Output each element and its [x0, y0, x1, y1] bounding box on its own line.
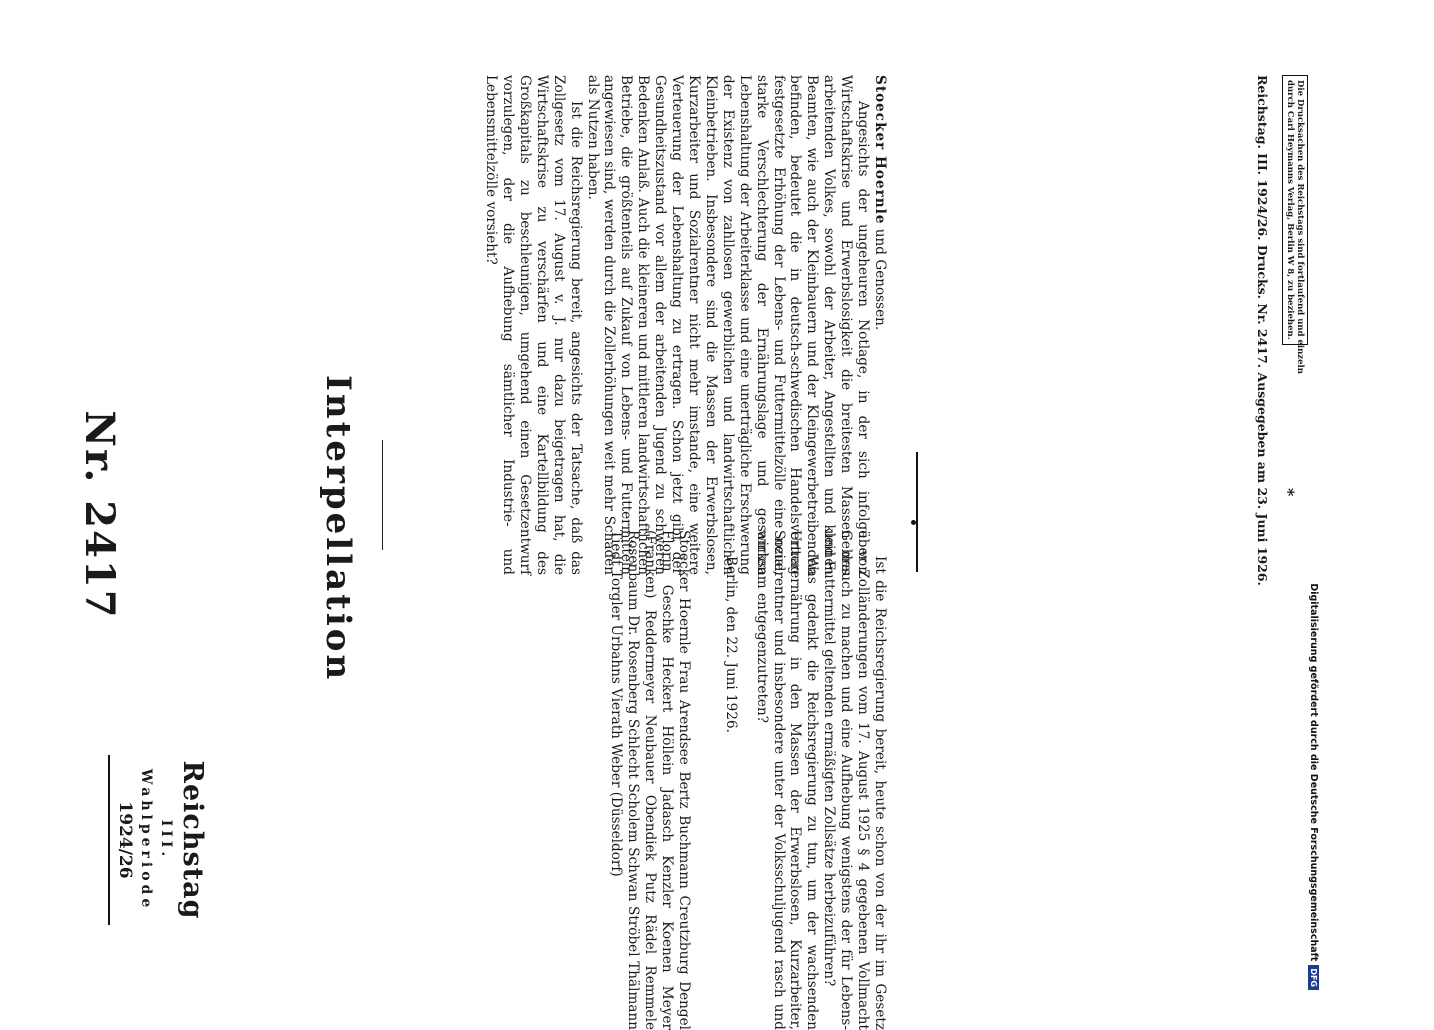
period-label: III. Wahlperiode — [138, 768, 174, 912]
footer-citation: Reichstag. III. 1924/26. Drucks. Nr. 2417. Ausgegeben am 23. Juni 1926. — [1255, 75, 1270, 586]
distribution-notice-box — [1282, 75, 1308, 374]
stray-dot — [911, 520, 916, 525]
distribution-notice-line: durch Carl Heymanns Verlag, Berlin W 8, zu beziehen. — [1285, 80, 1295, 340]
body-paragraph: Ist die Reichsregierung bereit, angesichts der Tatsache, daß das Zollgesetz vom 17. August v. J. nur dazu beigetragen hat, die Wirtschaftskrise zu verschärfen und eine Kartellbildung des Großkapitals zu beschleunigen, umgehend einen Gesetzentwurf vorzulegen, der die Aufhebung sämtlicher Industrie- und Lebensmittelzölle vorsieht? — [483, 75, 584, 575]
footer-marker: * — [1279, 488, 1298, 497]
distribution-notice-line: Die Drucksachen des Reichstags sind fortlaufend und einzeln — [1295, 80, 1305, 374]
digitization-notice-text: Digitalisierung gefördert durch die Deutsche Forschungsgemeinschaft — [1308, 583, 1320, 962]
submitters-suffix: und Genossen. — [872, 228, 888, 331]
body-paragraph: Was gedenkt die Reichsregierung zu tun, um der wachsenden Unterernährung in den Massen der Erwerbslosen, Kurzarbeiter, Sozialrentner und insbesondere unter der Volksschuljugend rasch und wirksam entgegenzutreten? — [753, 530, 821, 1030]
column-divider-rule — [916, 452, 918, 572]
reichstag-title: Reichstag — [177, 760, 208, 920]
body-paragraph: Angesichts der ungeheuren Notlage, in der sich infolge von Wirtschaftskrise und Erwerbslosigkeit die breitesten Massen des arbeitenden Volkes, sowohl der Arbeiter, Angestellten und kleinen Beamten, wie auch der Kleinbauern und der Kleingewerbetreibenden befinden, bedeutet die in deutsch-schwedischen Handelsvertrag festgesetzte Erhöhung der Lebens- und Futtermittelzölle eine neue, starke Verschlechterung der Ernährungslage und gesamten Lebenshaltung der Arbeiterklasse und eine unerträgliche Erschwerung der Existenz von zahllosen gewerblichen und landwirtschaftlichen Kleinbetrieben. Insbesondere sind die Massen der Erwerbslosen, Kurzarbeiter und Sozialrentner nicht mehr imstande, eine weitere Verteuerung der Lebenshaltung zu ertragen. Schon jetzt gibt der Gesundheitszustand vor allem der arbeitenden Jugend zu schweren Bedenken Anlaß. Auch die kleineren und mittleren landwirtschaftlichen Betriebe, die größtenteils auf Zukauf von Lebens- und Futtermitteln angewiesen sind, werden durch die Zollerhöhungen weit mehr Schaden als Nutzen haben. — [584, 75, 872, 575]
body-paragraph: Ist die Reichsregierung bereit, heute schon von der ihr im Gesetz über Zolländerungen vom 17. August 1925 § 4 gegebenen Vollmacht Gebrauch zu machen und eine Aufhebung wenigstens der für Lebens- und Futtermittel geltenden ermäßigten Zollsätze herbeizuführen? — [821, 530, 888, 1030]
document-heading: Interpellation — [318, 375, 358, 683]
submitter-names: Stoecker Hoernle — [872, 75, 888, 225]
dfg-logo-icon: DFG — [1309, 965, 1320, 990]
reichstag-header — [108, 755, 208, 925]
period-years: 1924/26 — [115, 801, 135, 879]
place-date: Berlin, den 22. Juni 1926. — [722, 556, 739, 733]
drucksache-number: Nr. 2417 — [76, 410, 123, 620]
text-column-right — [607, 530, 888, 1030]
header-rule — [108, 755, 110, 925]
submitters-line — [871, 75, 888, 575]
signatory-list: Stoecker Hoernle Frau Arendsee Bertz Buchmann Creutzburg Dengel Florin Geschke Heckert Höllein Jadasch Kenzler Koenen Meyer (Franken) Reddermeyer Neubauer Obendiek Putz Rädel Remmele Rosenbaum Dr. Rosenberg Schlecht Scholem Schwan Ströbel Thälmann Tiedt Torgler Urbahns Vierath Weber (Düsseldorf) — [608, 530, 692, 1030]
heading-rule — [382, 440, 383, 550]
text-column-left — [482, 75, 888, 575]
digitization-notice — [1306, 10, 1322, 990]
